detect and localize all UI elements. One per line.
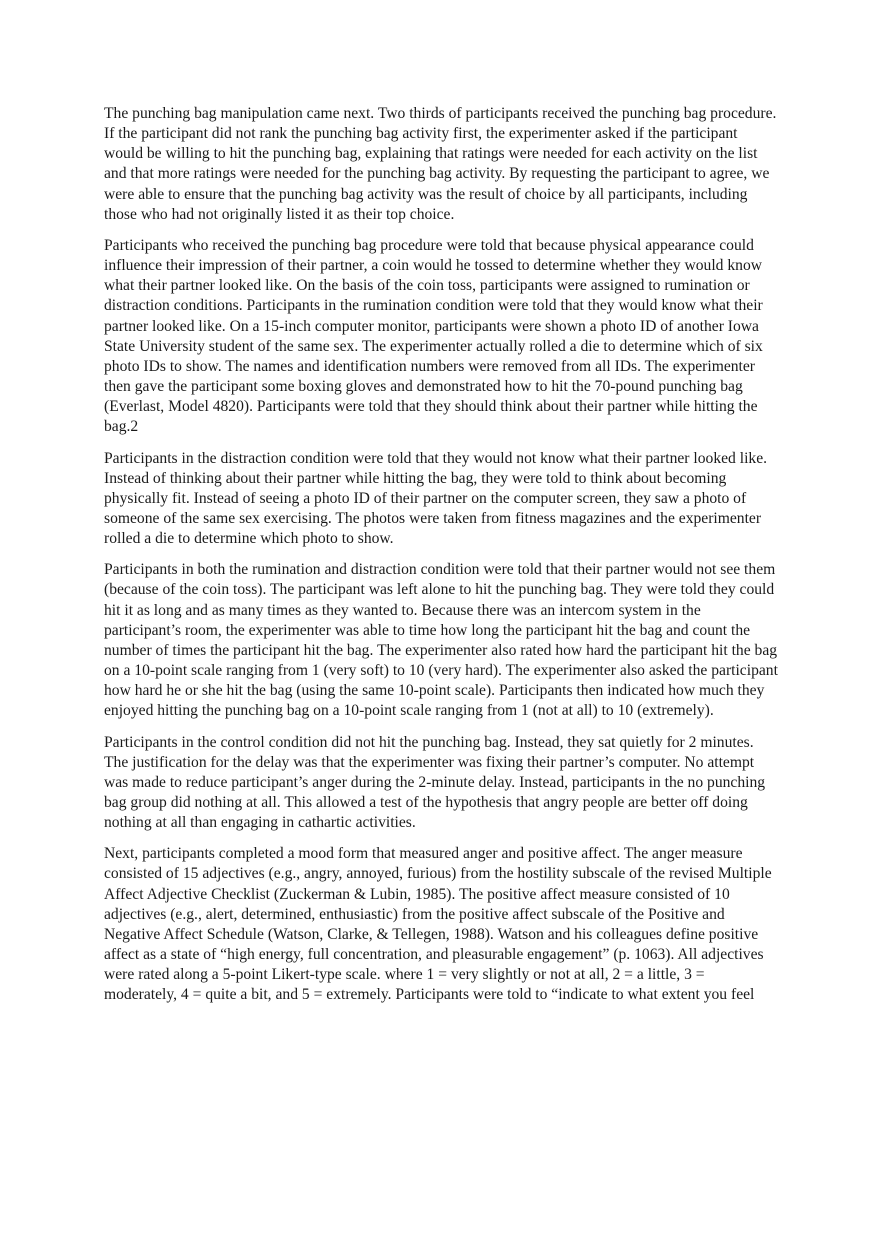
paragraph-distraction-condition: Participants in the distraction condition were told that they would not know what their partner looked like. Instead of thinking about their partner while hitting the bag, they were told to think about becoming physically fit. Instead of seeing a photo ID of their partner on the computer screen, they saw a photo of someone of the same sex exercising. The photos were taken from fitness magazines and the experimenter rolled a die to determine which photo to show. [104,449,768,548]
paragraph-rumination-condition: Participants who received the punching bag procedure were told that because physical appearance could influence their impression of their partner, a coin would he tossed to determine whether they would know what their partner looked like. On the basis of the coin toss, participants were assigned to rumination or distraction conditions. Participants in the rumination condition were told that they would know what their partner looked like. On a 15-inch computer monitor, participants were shown a photo ID of another Iowa State University student of the same sex. The experimenter actually rolled a die to determine which of six photo IDs to show. The names and identification numbers were removed from all IDs. The experimenter then gave the participant some boxing gloves and demonstrated how to hit the 70-pound punching bag (Everlast, Model 4820). Participants were told that they should think about their partner while hitting the bag.2 [104,236,763,436]
paragraph-mood-measures: Next, participants completed a mood form that measured anger and positive affect. The anger measure consisted of 15 adjectives (e.g., angry, annoyed, furious) from the hostility subscale of the revised Multiple Affect Adjective Checklist (Zuckerman & Lubin, 1985). The positive affect measure consisted of 10 adjectives (e.g., alert, determined, enthusiastic) from the positive affect subscale of the Positive and Negative Affect Schedule (Watson, Clarke, & Tellegen, 1988). Watson and his colleagues define positive affect as a state of “high energy, full concentration, and pleasurable engagement” (p. 1063). All adjectives were rated along a 5-point Likert-type scale. where 1 = very slightly or not at all, 2 = a little, 3 = moderately, 4 = quite a bit, and 5 = extremely. Participants were told to “indicate to what extent you feel [104,845,772,1004]
body-text [104,104,780,1017]
paragraph-punching-bag-manipulation: The punching bag manipulation came next. Two thirds of participants received the punching bag procedure. If the participant did not rank the punching bag activity first, the experimenter asked if the participant would be willing to hit the punching bag, explaining that ratings were needed for each activity on the list and that more ratings were needed for the punching bag activity. By requesting the participant to agree, we were able to ensure that the punching bag activity was the result of choice by all participants, including those who had not originally listed it as their top choice. [104,105,777,223]
paragraph-control-condition: Participants in the control condition did not hit the punching bag. Instead, they sat quietly for 2 minutes. The justification for the delay was that the experimenter was fixing their partner’s computer. No attempt was made to reduce participant’s anger during the 2-minute delay. Instead, participants in the no punching bag group did nothing at all. This allowed a test of the hypothesis that angry people are better off doing nothing at all than engaging in cathartic activities. [104,733,766,832]
paragraph-hitting-procedure: Participants in both the rumination and distraction condition were told that their partner would not see them (because of the coin toss). The participant was left alone to hit the punching bag. They were told they could hit it as long and as many times as they wanted to. Because there was an intercom system in the participant’s room, the experimenter was able to time how long the participant hit the bag and count the number of times the participant hit the bag. The experimenter also rated how hard the participant hit the bag on a 10-point scale ranging from 1 (very soft) to 10 (very hard). The experimenter also asked the participant how hard he or she hit the bag (using the same 10-point scale). Participants then indicated how much they enjoyed hitting the punching bag on a 10-point scale ranging from 1 (not at all) to 10 (extremely). [104,561,778,720]
